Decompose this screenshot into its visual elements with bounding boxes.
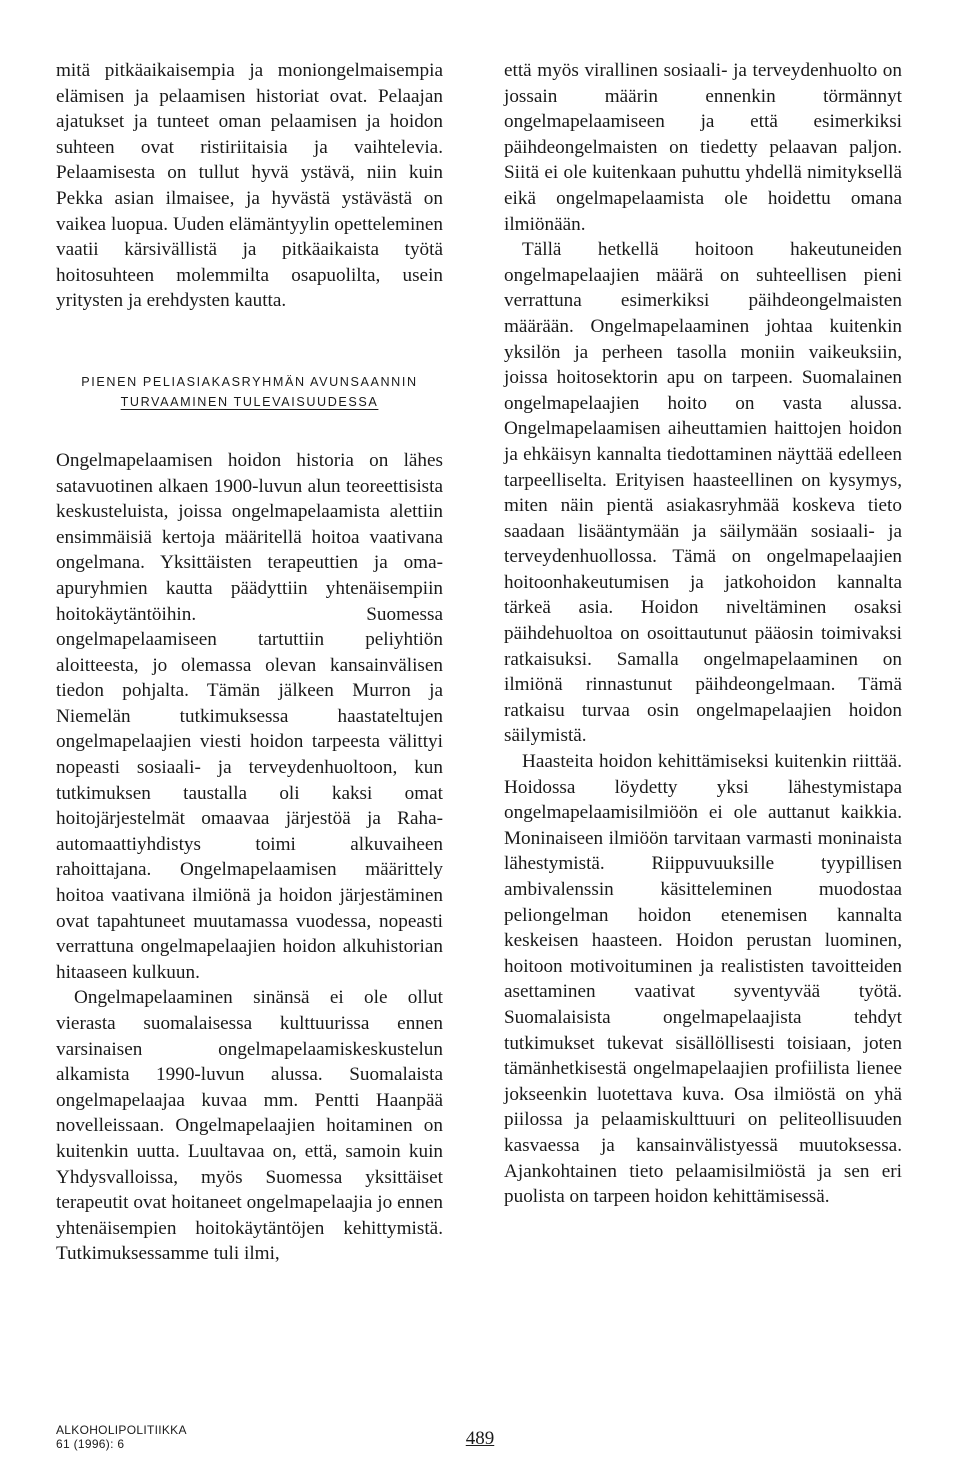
right-paragraph-1: Tällä hetkellä hoitoon hakeutuneiden ongelmapelaajien määrä on suhteellisen pieni verrattuna esimerkiksi päihdeongelmaisten määrään. Ongelmapelaaminen johtaa kuitenkin yksilön ja perheen tasolla moniin vaikeuksiin, joissa hoitosektorin apu on tarpeen. Suomalainen ongelmapelaajien hoito on vasta alussa. Ongelmapelaamisen aiheuttamien haittojen hoidon ja ehkäisyn kannalta tiedottaminen näyttää edelleen tarpeelliselta. Erityisen haasteellinen on kysymys, miten näin pientä asiakasryhmää koskeva tieto saadaan lisääntymään ja säilymään sosiaali- ja terveydenhuollossa. Tämä on ongelmapelaajien hoitoonhakeutumisen ja jatkohoidon kannalta tärkeä asia. Hoidon niveltäminen osaksi päihdehuoltoa on osoittautunut pääosin toimivaksi ratkaisuksi. Samalla ongelmapelaaminen on ilmiönä rinnastunut päihdeongelmaan. Tämä ratkaisu turvaa osin ongelmapelaajien hoidon säilymistä. bbox=[504, 239, 902, 747]
left-intro-paragraph: mitä pitkäaikaisempia ja moniongelmaisempia elämisen ja pelaamisen historiat ovat. Pelaajan ajatukset ja tunteet oman pelaamisen ja hoidon suhteen ovat ristiriitaisia ja vaihtelevia. Pelaamisesta on tullut hyvä ystävä, niin kuin Pekka asian ilmaisee, ja hyvästä ystävästä on vaikea luopua. Uuden elämäntyylin opetteleminen vaatii kärsivällistä ja pitkäaikaista työtä hoitosuhteen molemmilta osapuolilta, usein yritysten ja erehdysten kautta. bbox=[56, 60, 443, 312]
journal-name: ALKOHOLIPOLITIIKKA bbox=[56, 1423, 187, 1437]
right-intro-paragraph: että myös virallinen sosiaali- ja terveydenhuolto on jossain määrin ennenkin törmännyt ongelmapelaamiseen ja että esimerkiksi päihdeongelmaisten on tiedetty pelaavan paljon. Siitä ei ole kuitenkaan puhuttu yhdellä nimityksellä eikä ongelmapelaamista ole hoidettu omana ilmiönään. bbox=[504, 60, 902, 235]
left-paragraph-1: Ongelmapelaamisen hoidon historia on lähes satavuotinen alkaen 1900-luvun alun teoreettisista keskusteluista, joissa ongelmapelaamista alettiin ensimmäisiä kertoja määritellä hoitoa vaativana ongelmana. Yksittäisten terapeuttien ja oma-apuryhmien kautta päädyttiin yhtenäisempiin hoitokäytäntöihin. Suomessa ongelmapelaamiseen tartuttiin peliyhtiön aloitteesta, jo olemassa olevan kansainvälisen tiedon pohjalta. Tämän jälkeen Murron ja Niemelän tutkimuksessa haastateltujen ongelmapelaajien viesti hoidon tarpeesta välittyi nopeasti sosiaali- ja terveydenhuoltoon, kun tutkimuksen taustalla oli kaksi omat hoitojärjestelmät omaavaa järjestöä ja Raha-automaattiyhdistys toimi alkuvaiheen rahoittajana. Ongelmapelaamisen määrittely hoitoa vaativana ilmiönä ja hoidon järjestäminen ovat tapahtuneet muutamassa vuodessa, nopeasti verrattuna ongelmapelaajien hoidon alkuhistorian hitaaseen kulkuun. bbox=[56, 449, 443, 983]
section-heading-line1: PIENEN PELIASIAKASRYHMÄN AVUNSAANNIN bbox=[81, 374, 418, 389]
left-paragraph-2: Ongelmapelaaminen sinänsä ei ole ollut vierasta suomalaisessa kulttuurissa ennen varsinaisen ongelmapelaamiskeskustelun alkamista 1990-luvun alussa. Suomalaista ongelmapelaajaa kuvaa mm. Pentti Haanpää novelleissaan. Ongelmapelaajien hoitaminen on kuitenkin uutta. Luultavaa on, että, samoin kuin Yhdysvalloissa, myös Suomessa yksittäiset terapeutit ovat hoitaneet ongelmapelaajia jo ennen yhtenäisempien hoitokäytäntöjen kehittymistä. Tutkimuksessamme tuli ilmi, bbox=[56, 987, 443, 1265]
section-heading-line2: TURVAAMINEN TULEVAISUUDESSA bbox=[120, 394, 379, 409]
right-paragraph-2: Haasteita hoidon kehittämiseksi kuitenkin riittää. Hoidossa löydetty yksi lähestymistapa ongelmapelaamisilmiöön ei ole auttanut kaikkia. Moninaiseen ilmiöön tarvitaan varmasti moninaista lähestymistä. Riippuvuuksille tyypillisen ambivalenssin käsitteleminen muodostaa peliongelman hoidon etenemisen kannalta keskeisen haasteen. Hoidon perustan luominen, hoitoon motivoituminen ja realististen tavoitteiden asettaminen vaativat syventyvää työtä. Suomalaisista ongelmapelaajista tehdyt tutkimukset tukevat sisällöllisesti toisiaan, joten tämänhetkisestä ongelmapelaajien profiilista lienee jokseenkin luotettava kuva. Osa ilmiöstä on yhä piilossa ja pelaamiskulttuuri on peliteollisuuden kasvaessa ja kansainvälistyessä muutoksessa. Ajankohtainen tieto pelaamisilmiöstä ja sen eri puolista on tarpeen hoidon kehittämisessä. bbox=[504, 751, 902, 1208]
right-column bbox=[504, 58, 902, 1210]
journal-issue: 61 (1996): 6 bbox=[56, 1437, 125, 1451]
left-column bbox=[56, 58, 443, 1267]
page-number: 489 bbox=[465, 1428, 495, 1449]
journal-footer bbox=[56, 1423, 187, 1451]
section-heading bbox=[56, 372, 443, 412]
